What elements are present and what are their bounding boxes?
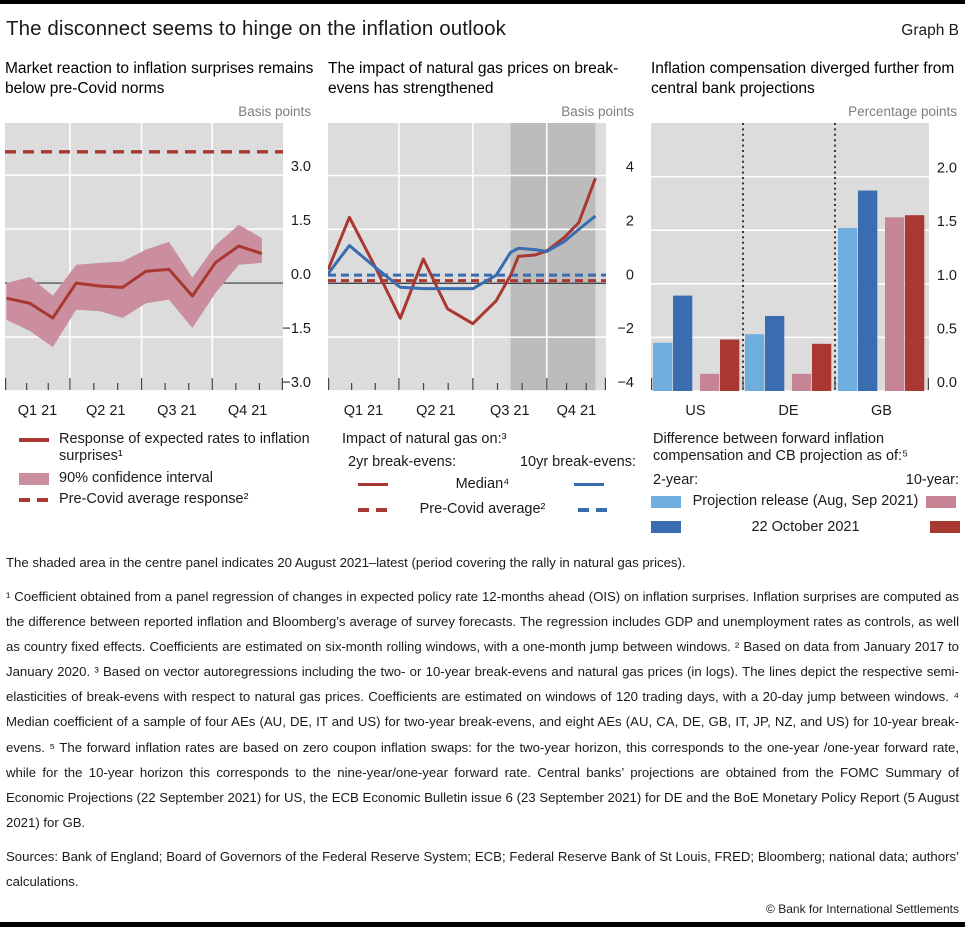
bar-GB-2	[885, 217, 904, 391]
y-axis-label: 1.5	[290, 213, 311, 230]
red-line-swatch	[19, 438, 49, 442]
x-axis-label: Q3 21	[490, 403, 530, 419]
legend-precovid-label: Pre-Covid average²	[419, 501, 546, 518]
y-axis-label: 0	[625, 267, 634, 284]
darkblue-bar-swatch	[651, 521, 681, 533]
x-axis-label: Q4 21	[227, 403, 268, 419]
x-axis-label: Q1 21	[343, 403, 384, 419]
legend-title: Impact of natural gas on:³	[342, 431, 507, 447]
bottom-rule	[0, 922, 965, 927]
legend-market-reaction	[5, 431, 314, 509]
legend-col-2yr: 2yr break-evens:	[348, 454, 456, 471]
graph-header	[0, 4, 965, 50]
x-axis-label: Q2 21	[416, 403, 456, 419]
bar-GB-1	[858, 191, 877, 391]
y-axis-label: 4	[625, 159, 634, 176]
y-axis-label: 1.5	[936, 214, 957, 231]
page-title: The disconnect seems to hinge on the inflation outlook	[6, 17, 506, 40]
bar-GB-0	[838, 228, 857, 391]
x-axis-label: DE	[778, 403, 799, 419]
bar-DE-3	[812, 344, 831, 391]
x-axis-label: Q3 21	[157, 403, 197, 419]
legend-columns-header	[328, 453, 637, 475]
x-axis-label: Q1 21	[17, 403, 58, 419]
bar-US-2	[700, 374, 719, 391]
natgas-impact-svg	[328, 123, 637, 427]
y-axis-label: −4	[617, 375, 634, 391]
bar-DE-2	[792, 374, 811, 391]
panel-title: The impact of natural gas prices on break-evens has strengthened	[328, 60, 619, 98]
bar-US-3	[720, 340, 739, 391]
axis-unit-label: Percentage points	[848, 104, 957, 119]
legend-title: Difference between forward inflation compensation and CB projection as of:⁵	[653, 431, 909, 465]
x-axis-label: Q4 21	[556, 403, 597, 419]
copyright-notice: © Bank for International Settlements	[766, 901, 959, 916]
blue-dash-swatch	[578, 508, 608, 512]
graph-label: Graph B	[901, 22, 959, 39]
panel-title: Inflation compensation diverged further from central bank projections	[651, 60, 955, 98]
blue-line-swatch	[574, 483, 604, 487]
x-axis-label: US	[685, 403, 706, 419]
y-axis-label: 2.0	[936, 160, 957, 177]
x-axis-label: GB	[871, 403, 892, 419]
legend-columns-header	[651, 471, 960, 493]
red-dash-swatch	[19, 498, 49, 502]
legend-median-label: Median⁴	[455, 475, 510, 492]
y-axis-label: 1.0	[936, 267, 957, 284]
confidence-band-swatch	[19, 473, 49, 485]
legend-grid	[651, 493, 960, 536]
darkred-bar-swatch	[930, 521, 960, 533]
legend-grid	[358, 476, 608, 519]
legend-projection-release-label: Projection release (Aug, Sep 2021)	[692, 493, 919, 510]
inflation-compensation-chart	[651, 123, 960, 427]
notes-block	[0, 536, 965, 894]
pink-bar-swatch	[926, 496, 956, 508]
red-line-swatch	[358, 483, 388, 487]
bar-US-0	[653, 343, 672, 391]
legend-col-2year: 2-year:	[653, 471, 699, 488]
panels-row	[0, 50, 965, 536]
legend-col-10year: 10-year:	[905, 471, 959, 488]
legend-natgas	[328, 431, 637, 519]
legend-compensation	[651, 431, 960, 536]
market-reaction-svg	[5, 123, 314, 427]
natgas-impact-chart	[328, 123, 637, 427]
y-axis-label: 2	[625, 213, 634, 230]
legend-item: 90% confidence interval	[19, 470, 314, 487]
bar-DE-0	[745, 334, 764, 391]
y-axis-label: −3.0	[282, 375, 311, 391]
y-axis-label: 0.0	[290, 267, 311, 284]
sources-text: Sources: Bank of England; Board of Governors of the Federal Reserve System; ECB; Federal Reserve Bank of St Louis, FRED; Bloomberg; national data; authors’ calculations.	[6, 848, 959, 889]
axis-unit-label: Basis points	[238, 104, 311, 119]
market-reaction-chart	[5, 123, 314, 427]
panel-market-reaction	[5, 59, 314, 536]
bar-GB-3	[905, 215, 924, 391]
red-dash-swatch	[358, 508, 388, 512]
y-axis-label: 0.0	[936, 375, 957, 391]
bar-US-1	[673, 296, 692, 391]
x-axis-label: Q2 21	[85, 403, 126, 419]
y-axis-label: 0.5	[936, 321, 957, 338]
bar-DE-1	[765, 316, 784, 391]
panel-title: Market reaction to inflation surprises remains below pre-Covid norms	[5, 60, 314, 98]
legend-item: Pre-Covid average response²	[19, 491, 314, 508]
inflation-compensation-svg	[651, 123, 960, 427]
y-axis-label: −2	[617, 321, 634, 338]
shaded-area-note: The shaded area in the centre panel indicates 20 August 2021–latest (period covering the rally in natural gas prices).	[6, 554, 686, 570]
lightblue-bar-swatch	[651, 496, 681, 508]
axis-unit-label: Basis points	[561, 104, 634, 119]
legend-item: Response of expected rates to inflation surprises¹	[19, 431, 314, 466]
legend-22-october-label: 22 October 2021	[751, 518, 860, 535]
panel-natgas-impact	[328, 59, 637, 536]
y-axis-label: 3.0	[290, 159, 311, 176]
panel-inflation-compensation	[651, 59, 960, 536]
footnotes-text: ¹ Coefficient obtained from a panel regression of changes in expected policy rate 12-months ahead (OIS) on inflation surprises. Inflation surprises are computed as the difference between reported inflation and Bloomberg’s average of survey forecasts. The regression includes GDP and unemployment rates as controls, as well as country fixed effects. Coefficients are estimated on six-month rolling windows, with a one-month jump between windows. ² Based on data from January 2017 to January 2020. ³ Based on vector autoregressions including the two- or 10-year break-evens and natural gas prices (in logs). The lines depict the respective semi-elasticities of break-evens with respect to natural gas prices. Coefficients are estimated on windows of 120 trading days, with a 20-day jump between windows. ⁴ Median coefficient of a sample of four AEs (AU, DE, IT and US) for two-year break-evens, and eight AEs (AU, CA, DE, GB, IT, JP, NZ, and US) for 10-year break-evens. ⁵ The forward inflation rates are based on zero coupon inflation swaps: for the two-year horizon, this corresponds to the one-year /one-year forward rate, while for the 10-year horizon this corresponds to the nine-year/one-year forward rate. Central banks’ projections are obtained from the FOMC Summary of Economic Projections (22 September 2021) for US, the ECB Economic Bulletin issue 6 (23 September 2021) for DE and the BoE Monetary Policy Report (5 August 2021) for GB.	[6, 589, 959, 830]
legend-col-10yr: 10yr break-evens:	[519, 454, 636, 471]
y-axis-label: −1.5	[282, 321, 311, 338]
